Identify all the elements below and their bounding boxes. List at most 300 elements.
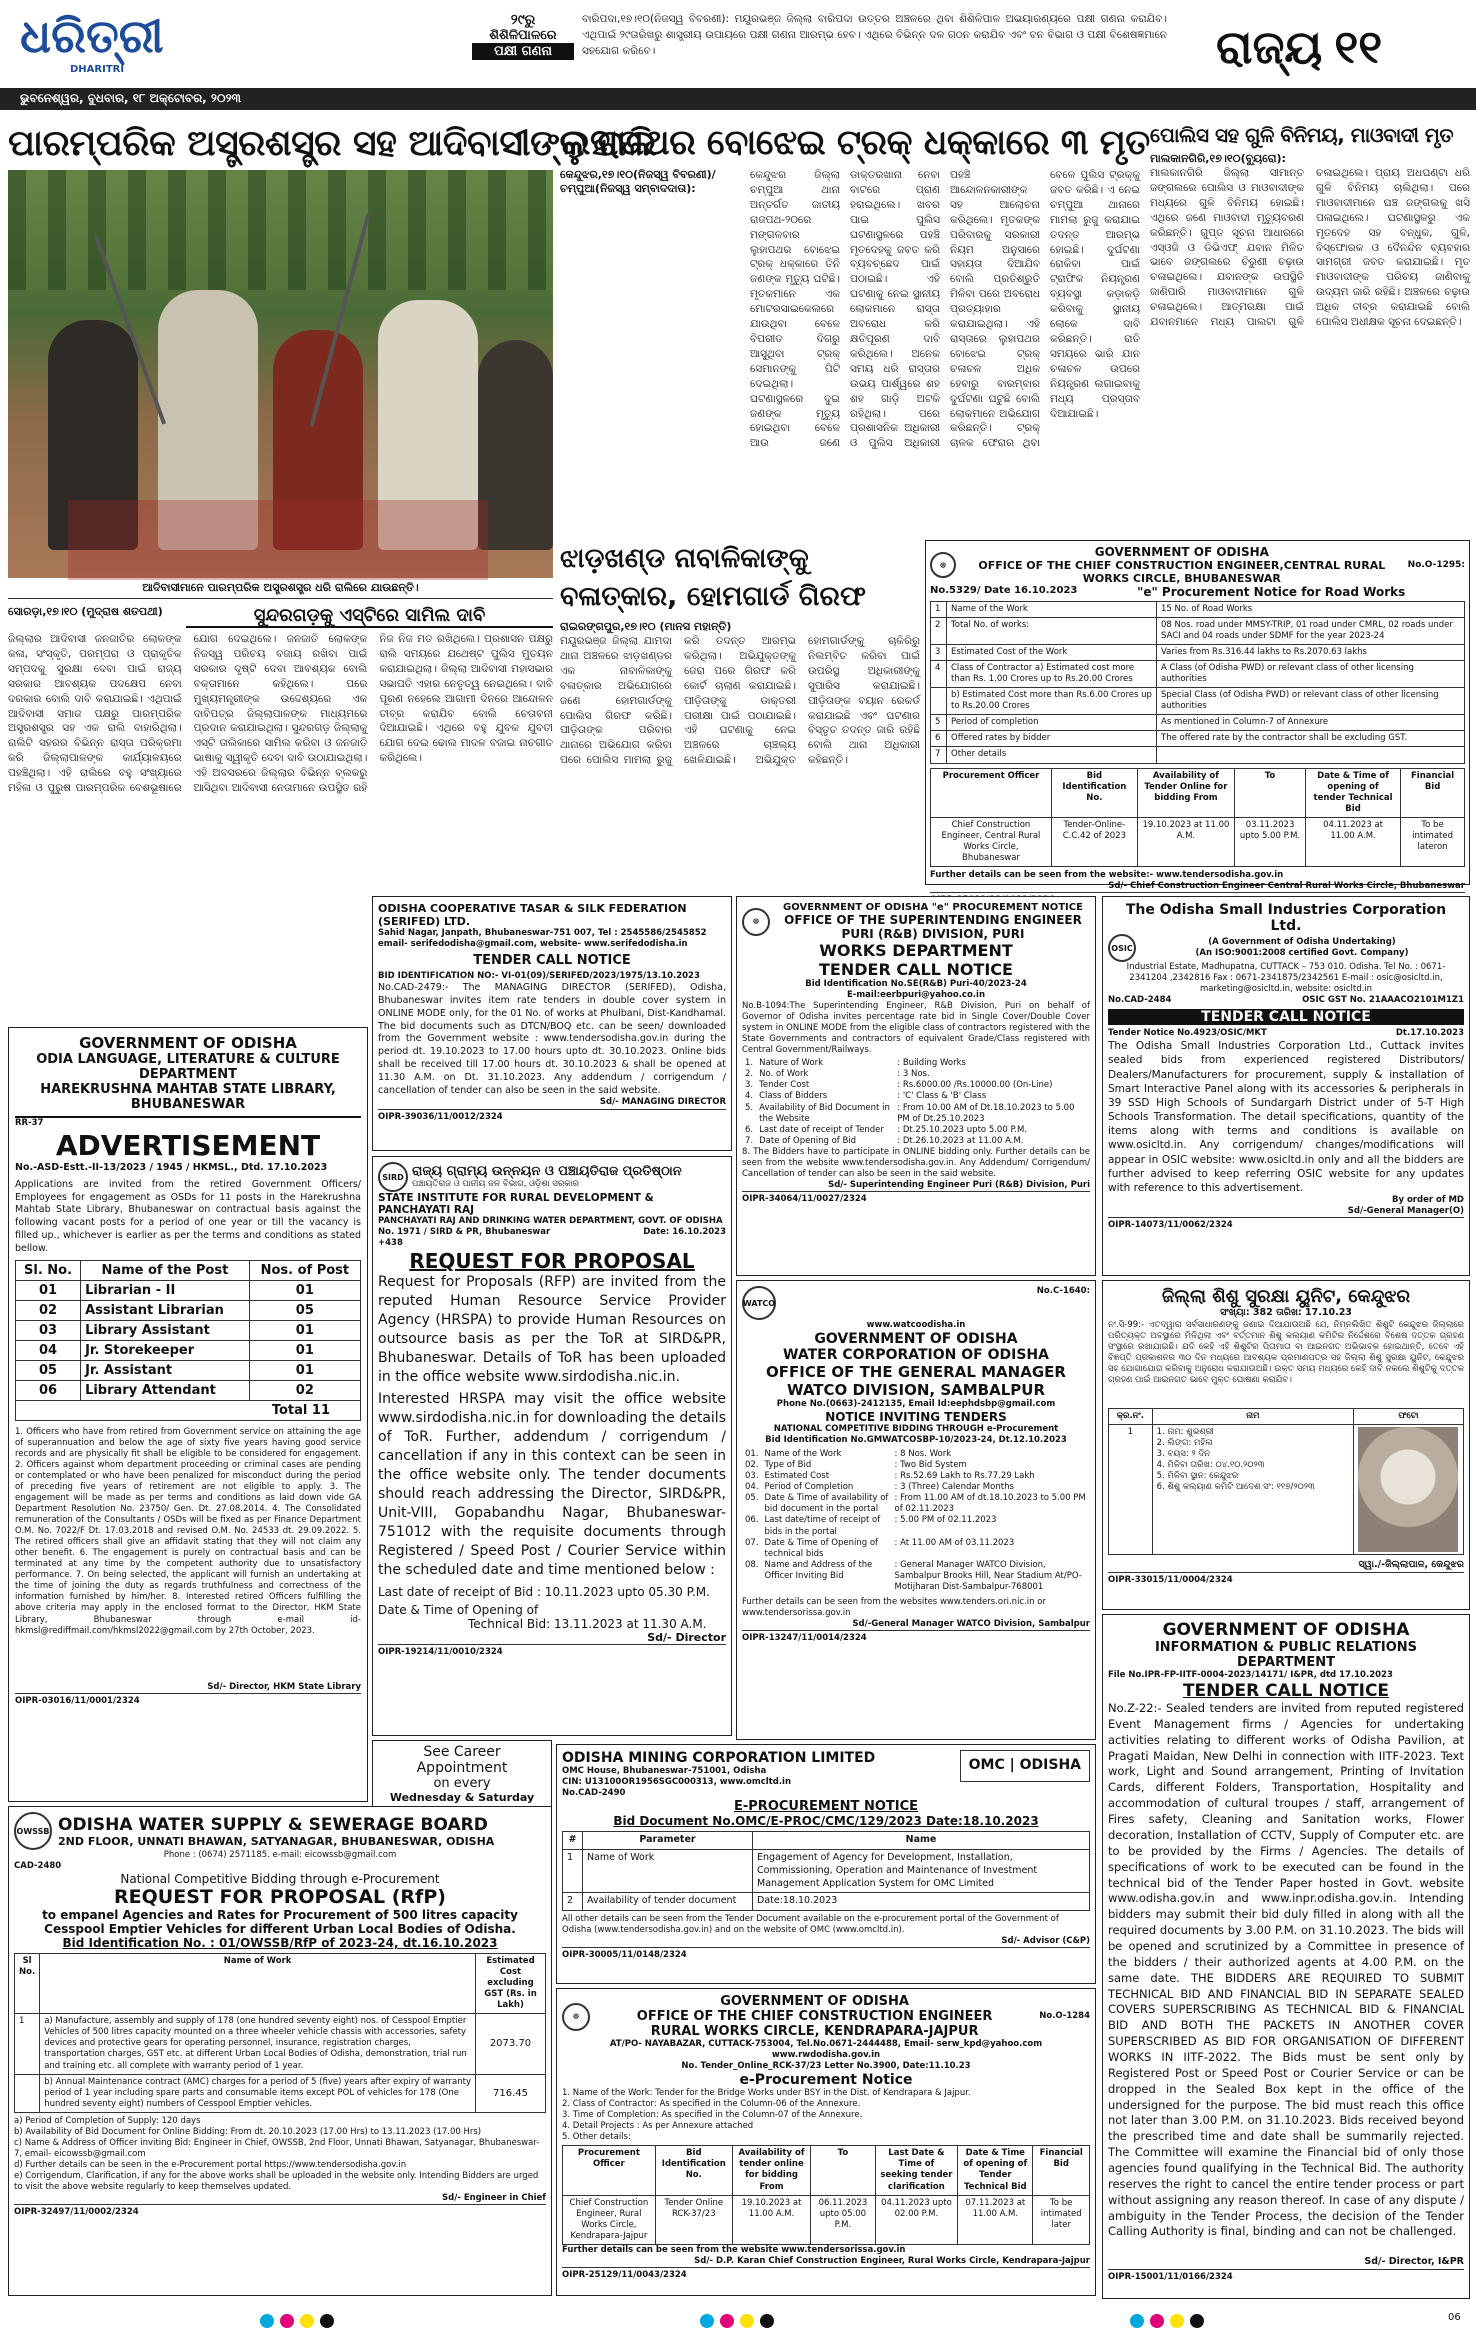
reg-dot-black xyxy=(1190,2314,1204,2328)
sird-last: Last date of receipt of Bid : 10.11.2023 upto 05.30 P.M. xyxy=(378,1585,710,1600)
puri-table xyxy=(742,1058,1090,1146)
owssb-cell: 2073.70 xyxy=(476,2014,546,2074)
schedule-cell: To be intimated later xyxy=(1033,2195,1090,2244)
schedule-cell: Availability of tender online for bidding From xyxy=(732,2146,810,2195)
table-cell: Special Class (of Odisha PWD) or relevant class of other licensing authorities xyxy=(1157,688,1465,715)
crw-header1: GOVERNMENT OF ODISHA xyxy=(1094,545,1269,559)
watco-sub: NATIONAL COMPETITIVE BIDDING THROUGH e-Procurement xyxy=(773,1424,1059,1435)
omc-th-1: Parameter xyxy=(583,1832,753,1850)
sird-body1: Request for Proposals (RFP) are invited from the reputed Human Resource Service Provider Agency (HRSPA) to provide Human Resources on outsource basis as per the ToR at SIRD&PR, Bhubaneswar. Details of ToR has been uploaded in the office website www.sirdodisha.nic.in. xyxy=(378,1274,726,1385)
owssb-cell: 716.45 xyxy=(476,2074,546,2112)
omc-th-0: # xyxy=(563,1832,583,1850)
table-cell: 4 xyxy=(931,661,947,688)
table-cell: As mentioned in Column-7 of Annexure xyxy=(1157,715,1465,731)
watco-cell: 06. xyxy=(745,1515,759,1526)
table-row xyxy=(742,1449,1090,1460)
library-cell: 01 xyxy=(249,1280,360,1300)
library-oipr: OIPR-03016/11/0001/2324 xyxy=(15,1695,140,1706)
ipr-body: No.Z-22:- Sealed tenders are invited from reputed registered Event Management firms / Agencies for undertaking activities relating to different works of Odisha Pavilion, at Pragati Maidan, New Delhi in connection with IITF-2023. Text work, Light and Sound arrangement, Printing of Invitation Cards, different Folders, Transportation, Hospitality and accommodation of cultural troupes / staff, arrangement of Fires safety, Cleaning and Sanitation works, Flower decoration, Installation of CCTV, Supply of Computer etc. are to be provided by the Firms / Agencies. The details of specifications of work to be executed can be found in the technical bid of the Tender Paper hosted in Govt. website www.odisha.gov.in and www.inpr.odisha.gov.in. Intending bidders may submit their bid duly filled in along with all the required documents by 3.00 P.M. on 31.10.2023. The bids will be opened and scrutinized by a Committee in presence of the bidders / their authorized agents at 4.00 P.M. on the same date. THE BIDDERS ARE REQUIRED TO SUBMIT TECHNICAL BID AND FINANCIAL BID IN SEPARATE SEALED COVERS SUPERSCRIBING AS TECHNICAL BID & FINANCIAL BID AND BOTH THE PACKETS IN ANOTHER COVER SUPERSCRIBED AS BID FOR ORGANISATION OF DIFFERENT WORKS IN IITF-2022. The Bids must be sent only by Registered Post or Speed Post or Courier Service or can be dropped in the Sealed Box kept in the office of the undersigned for the purpose. The bid must reach this office not later than 3.00 P.M. on 31.10.2023. Bids received beyond the prescribed time and date shall be summarily rejected. The Committee will examine the Financial bid of only those agencies found qualifying in the Technical Bid. The authority reserves the right to cancel the entire tender process or part without assigning any reason thereof. In case of any dispute / ambiguity in the Tender Process, the decision of the Tender Calling Authority is final, binding and can not be challenged. xyxy=(1108,1701,1464,2239)
table-row xyxy=(742,1560,1090,1593)
puri-cell: Date of Opening of Bid xyxy=(759,1135,857,1146)
owssb-table xyxy=(14,1953,546,2113)
table-row xyxy=(16,1340,361,1360)
child-table: କ୍ର.ନଂ. ନାମ ଫଟୋ 1 1. ନାମ: ଶୁଭଶ୍ରୀ 2. ଲିଙ୍ଗ: ମହିଳା 3. ବୟସ: ୨ ଦିନ 4. ମିଳିବା ତାରିଖ: ୦୪.୧୦.୨୦୨୩ 5. ମିଳିବା ସ୍ଥାନ: କେନ୍ଦୁଝର 6. ଶିଶୁ କଲ୍ୟାଣ କମିଟି ଆଦେଶ ସଂ: ୧୧୭/୨୦୨୩ xyxy=(1108,1408,1464,1555)
omc-cell: 1 xyxy=(563,1849,583,1892)
schedule-cell: 06.11.2023 upto 05.00 P.M. xyxy=(811,2195,875,2244)
sird-header-odia2: ପଞ୍ଚାୟତିରାଜ ଓ ପାନୀୟ ଜଳ ବିଭାଗ, ଓଡ଼ିଶା ସରକାର xyxy=(412,1178,579,1189)
puri-body: No.B-1094:The Superintending Engineer, R&B Division, Puri on behalf of Governor of Odisha invites percentage rate bid in Single Cover/Double Cover system in ONLINE MODE from the eligible class of contractors registered with the State Governments and contractors of equivalent Grade/Class registered with Central Government/Railways. xyxy=(742,1001,1090,1056)
library-cell: Jr. Storekeeper xyxy=(81,1340,250,1360)
ticker-text: ବାରିପଦା,୧୭।୧୦(ନିଜସ୍ୱ ବିବରଣୀ): ମୟୂରଭଞ୍ଜ ଜିଲ୍ଲା ବାରିପଦା ଉତ୍ତର ଅଞ୍ଚଳରେ ଥିବା ଶିଶିଳିପାଳ ଅଭୟାରଣ୍ୟରେ ପକ୍ଷୀ ଗଣନା କରାଯିବ। ଏଥିପାଇଁ ୨୯ତାରିଖରୁ ଶାସ୍ତ୍ରୀୟ ଉପାୟରେ ପକ୍ଷୀ ଗଣନା ଆରମ୍ଭ ହେବ। ଏଥିରେ ବିଭିନ୍ନ ଦଳ ଗଠନ କରାଯିବ ଏବଂ ବନ ବିଭାଗ ଓ ପକ୍ଷୀ ବିଶେଷଜ୍ଞମାନେ ସହଯୋଗ କରିବେ। xyxy=(582,13,1167,57)
omc-addr1: OMC House, Bhubaneswar-751001, Odisha xyxy=(562,1766,767,1776)
puri-title1: WORKS DEPARTMENT xyxy=(819,941,1013,960)
sird-open1: Date & Time of Opening of xyxy=(378,1603,539,1618)
section-name: ରାଜ୍ୟ xyxy=(1216,20,1323,74)
schedule-cell: Tender Online RCK-37/23 xyxy=(655,2195,732,2244)
library-intro: Applications are invited from the retired Government Officers/ Employees for engagement as OSDs for 11 posts in the Harekrushna Mahtab State Library, Bhubaneswar on contractual basis against the following vacant posts for a period of one year or till the vacancy is filled up., whichever is earlier as per the terms and conditions as stated bellow. xyxy=(15,1178,361,1254)
omc-logo: OMC | ODISHA xyxy=(960,1750,1090,1782)
ad-osic xyxy=(1102,896,1470,1276)
table-row xyxy=(931,688,1465,715)
library-cell: Librarian - II xyxy=(81,1280,250,1300)
ad-career xyxy=(372,1740,552,1812)
ad-watco xyxy=(736,1280,1096,1740)
sird-logo-icon: SIRD xyxy=(378,1162,408,1192)
omc-title: E-PROCUREMENT NOTICE xyxy=(734,1799,918,1815)
library-th: Name of the Post xyxy=(81,1260,250,1280)
reg-dot-magenta xyxy=(280,2314,294,2328)
puri-cell: 3. xyxy=(745,1080,754,1091)
omc-th-2: Name xyxy=(753,1832,1090,1850)
story-assault xyxy=(560,540,920,890)
owssb-oipr: OIPR-32497/11/0002/2324 xyxy=(14,2207,139,2218)
child-photo xyxy=(1358,1427,1458,1552)
table-row xyxy=(742,1103,1090,1125)
osic-header: The Odisha Small Industries Corporation Ltd. xyxy=(1125,902,1447,934)
logo-text: ଧରିତ୍ରୀ xyxy=(20,9,164,63)
owssb-bid: Bid Identification No. : 01/OWSSB/RfP of 2023-24, dt.16.10.2023 xyxy=(62,1936,498,1951)
puri-cell: 6. xyxy=(745,1124,754,1135)
owssb-phone: Phone : (0674) 2571185. e-mail: eicowssb@gmail.com xyxy=(163,1850,397,1860)
library-cell: 06 xyxy=(16,1380,81,1400)
owssb-title: REQUEST FOR PROPOSAL (RfP) xyxy=(114,1886,446,1909)
puri-note: 8. The Bidders have to participate in ONLINE bidding only. Further details can be seen from the website www.tendersodisha.gov.in. Any Addendum/ Corrigendum/ Cancellation of tender can also be seen in the said website. xyxy=(742,1146,1090,1179)
watco-web: www.watcoodisha.in xyxy=(866,1320,966,1330)
registration-marks xyxy=(0,2304,1476,2339)
schedule-cell: Bid Identification No. xyxy=(655,2146,732,2195)
table-row xyxy=(931,715,1465,731)
schedule-cell: Financial Bid xyxy=(1401,768,1465,817)
watco-cell: Estimated Cost xyxy=(764,1471,830,1482)
watco-cell: 01. xyxy=(745,1449,759,1460)
reg-dot-yellow xyxy=(300,2314,314,2328)
schedule-cell: 19.10.2023 at 11.00 A.M. xyxy=(1137,817,1234,866)
sird-header-odia: ରାଜ୍ୟ ଗ୍ରାମ୍ୟ ଉନ୍ନୟନ ଓ ପଞ୍ଚାୟତିରାଜ ପ୍ରତିଷ୍ଠାନ xyxy=(412,1163,682,1179)
career-line2: Appointment xyxy=(416,1760,508,1776)
omc-header: ODISHA MINING CORPORATION LIMITED xyxy=(562,1750,876,1766)
table-cell: Other details xyxy=(947,747,1157,763)
table-cell: 08 Nos. road under MMSY-TRIP, 01 road under CMRL, 02 roads under SACI and 04 roads under SDMF for the year 2023-24 xyxy=(1157,618,1465,645)
owssb-notes: a) Period of Completion of Supply: 120 days b) Availability of Bid Document for Online Bidding: From dt. 20.10.2023 (17.00 Hrs) to 13.11.2023 (17.00 Hrs) c) Name & Address of Officer inviting Bid: Engineer in Chief, OWSSB, 2nd Floor, Unnati Bhawan, Satyanagar, Bhubaneswar-7, email- eicowssb@gmail.com d) Further details can be seen in the e-Procurement portal https://www.tendersodisha.gov.in e) Corrigendum, Clarification, if any for the above works shall be uploaded in the website only. Intending Bidders are urged to visit the above website regularly to keep themselves updated. xyxy=(14,2115,540,2192)
table-row xyxy=(16,1320,361,1340)
ticker-tag-line2: ପକ୍ଷୀ ଗଣନା xyxy=(472,43,574,60)
watco-cell: : 8 Nos. Work xyxy=(894,1449,952,1460)
table-cell: Varies from Rs.316.44 lakhs to Rs.2070.63 lakhs xyxy=(1157,645,1465,661)
watco-logo-icon: WATCO xyxy=(742,1286,776,1320)
library-title: ADVERTISEMENT xyxy=(55,1129,321,1163)
owssb-ncb: National Competitive Bidding through e-Procurement xyxy=(120,1872,440,1887)
table-cell: Class of Contractor a) Estimated cost more than Rs. 1.00 Crores up to Rs.20.00 Crores xyxy=(947,661,1157,688)
table-row xyxy=(742,1538,1090,1560)
table-row xyxy=(16,1280,361,1300)
watco-header2: WATER CORPORATION OF ODISHA xyxy=(783,1347,1049,1364)
puri-cell: 2. xyxy=(745,1069,754,1080)
schedule-cell: Date & Time of opening of Tender Technical Bid xyxy=(958,2146,1033,2195)
crw-sign: Sd/- Chief Construction Engineer Central Rural Works Circle, Bhubaneswar xyxy=(1108,880,1465,891)
watco-cell: : 3 (Three) Calendar Months xyxy=(894,1482,1014,1493)
library-cell: 02 xyxy=(16,1300,81,1320)
osic-by: By order of MD xyxy=(1391,1195,1464,1206)
omc-cell: 2 xyxy=(563,1893,583,1911)
puri-cell: : Dt.26.10.2023 at 11.00 A.M. xyxy=(897,1135,1024,1146)
library-cell: Jr. Assistant xyxy=(81,1360,250,1380)
crw-letter: No.5329/ Date 16.10.2023 xyxy=(930,585,1078,596)
watco-cell: : General Manager WATCO Division, Sambalpur Brooks Hill, Near Stadium At/PO- Motijharan Dist-Sambalpur-768001 xyxy=(894,1559,1082,1592)
logo-sub: DHARITRI xyxy=(70,64,125,75)
table-cell: Estimated Cost of the Work xyxy=(947,645,1157,661)
crw-schedule-table xyxy=(930,768,1465,867)
watco-cell: : 5.00 PM of 02.11.2023 xyxy=(894,1515,997,1526)
owssb-logo-icon: OWSSB xyxy=(14,1812,52,1850)
schedule-cell: Chief Construction Engineer, Rural Works Circle, Kendrapara-Jajpur xyxy=(563,2195,656,2244)
library-total: Total 11 xyxy=(15,1401,361,1421)
table-cell: 2 xyxy=(931,618,947,645)
table-row xyxy=(931,645,1465,661)
ad-sird xyxy=(372,1156,732,1736)
omc-footer: All other details can be seen from the Tender Document available on the e-procurement portal of the Government of Odisha (www.tendersodisha.gov.in) and on the website of OMC (www.omcltd.in). xyxy=(562,1914,1059,1936)
child-oipr: OIPR-33015/11/0004/2324 xyxy=(1108,1574,1233,1585)
watco-cell: 02. xyxy=(745,1460,759,1471)
owssb-cell: b) Annual Maintenance contract (AMC) charges for a period of 5 (five) years after expiry of warranty period of 1 year including spare parts and consumable items except POL of vehicles for 178 (One hundred seventy eight) numbers of Cesspool Emptier vehicles. xyxy=(40,2074,476,2112)
owssb-th-0: Sl No. xyxy=(15,1954,40,2014)
serifed-body: No.CAD-2479:- The MANAGING DIRECTOR (SERIFED), Odisha, Bhubaneswar invites item rate tenders in double cover system in ONLINE MODE only, for the 01 No. of works at Phulbani, Dist-Kandhamal. The bid documents such as DTCN/BOQ etc. can be seen/ downloaded from the Government website : www.tendersodisha.gov.in during the period dt. 19.10.2023 to 17.00 hours upto dt. 30.10.2023. Online bids shall be received till 17.00 hours dt. 30.10.2023 & shall be opened at 11.30 A.M. on Dt. 31.10.2023. Any addendum / corrigendum / cancellation of tender can also be seen in the said website. xyxy=(378,982,726,1096)
kpd-header3: RURAL WORKS CIRCLE, KENDRAPARA-JAJPUR xyxy=(650,2024,979,2039)
puri-cell: : Rs.6000.00 /Rs.10000.00 (On-Line) xyxy=(897,1080,1053,1091)
sird-header2: PANCHAYATI RAJ AND DRINKING WATER DEPARTMENT, GOVT. OF ODISHA xyxy=(378,1216,723,1226)
puri-header1: GOVERNMENT OF ODISHA "e" PROCUREMENT NOTICE xyxy=(783,902,1083,913)
watco-cell: Last date/time of receipt of bids in the portal xyxy=(764,1515,881,1537)
omc-oipr: OIPR-30005/11/0148/2324 xyxy=(562,1950,687,1961)
schedule-cell: Bid Identification No. xyxy=(1051,768,1137,817)
table-cell: The offered rate by the contractor shall be excluding GST. xyxy=(1157,731,1465,747)
table-row xyxy=(742,1069,1090,1080)
library-terms: 1. Officers who have from retired from Government service on attaining the age of superannuation and below the age of sixty five years having good service records and are physically fit shall be eligible to be considered for engagement. 2. Officers against whom department proceeding or criminal cases are pending or contemplated or who have been penalized for misconduct during the period of preceding five years of retirement are not eligible to apply. 3. The engagement will be made as per terms and conditions as laid down vide GA Department Resolution No. 23750/ Gen. Dt. 27.08.2014. 4. The Consolidated remuneration of the Consultants / OSDs will be fixed as per Finance Department O.M. No. 7022/F Dt. 17.03.2018 and revised O.M. No. 24533 dt. 29.09.2022. 5. The retired officers shall give an affidavit stating that they will not claim any other benefit. 6. The engagement is purely on contractual basis and can be terminated at any time by the competent authority due to unsatisfactory performance. 7. On being selected, the applicant will furnish an undertaking at the time of joining the duty as regards truthfulness and correctness of the information furnished by him/her. 8. Interested retired Officers fulfilling the above criteria may apply in the enclosed format to the Director, HKM State Library, Bhubaneswar through e-mail id- hkmsl@rediffmail.com/hkmsl2022@gmail.com by 27th October, 2023. xyxy=(15,1426,361,1636)
career-line3: on every xyxy=(433,1776,491,1791)
table-row xyxy=(742,1460,1090,1471)
watco-cell: 04. xyxy=(745,1482,759,1493)
watco-title: NOTICE INVITING TENDERS xyxy=(825,1410,1007,1425)
table-cell: 5 xyxy=(931,715,947,731)
table-row xyxy=(742,1125,1090,1136)
puri-cell: : 'C' Class & 'B' Class xyxy=(897,1091,987,1102)
ticker-tag-num: ୨୯ରୁ xyxy=(510,12,536,28)
table-row xyxy=(931,602,1465,618)
watco-cell: 08. xyxy=(745,1559,759,1570)
dateline: ଭୁବନେଶ୍ୱର, ବୁଧବାର, ୧୮ ଅକ୍ଟୋବର, ୨୦୨୩ xyxy=(20,91,241,105)
osic-tdate: Dt.17.10.2023 xyxy=(1395,1028,1464,1039)
omc-table xyxy=(562,1831,1090,1911)
watco-oipr: OIPR-13247/11/0014/2324 xyxy=(742,1632,867,1643)
library-cell: Library Assistant xyxy=(81,1320,250,1340)
watco-phone: Phone No.(0663)-2412135, Email Id:eephdsbp@gmail.com xyxy=(776,1399,1056,1410)
puri-cell: 4. xyxy=(745,1091,754,1102)
crw-header2: OFFICE OF THE CHIEF CONSTRUCTION ENGINEER,CENTRAL RURAL WORKS CIRCLE, BHUBANESWAR xyxy=(978,559,1386,585)
table-row xyxy=(742,1058,1090,1069)
ad-omc xyxy=(556,1744,1096,1984)
puri-cell: Last date of receipt of Tender xyxy=(759,1124,884,1135)
watco-cell: : Rs.52.69 Lakh to Rs.77.29 Lakh xyxy=(894,1471,1035,1482)
sird-oipr: OIPR-19214/11/0010/2324 xyxy=(378,1647,503,1658)
puri-cell: 5. xyxy=(745,1102,754,1113)
kpd-schedule-table xyxy=(562,2145,1090,2244)
sird-body2: Interested HRSPA may visit the office website www.sirdodisha.nic.in for downloading the details of ToR. Further, addendum / corrigendum / cancellation if any in this context can be seen in the office website only. The tender documents should reach addressing the Director, SIRD&PR, Unit-VIII, Gopabandhu Nagar, Bhubaneswar-751012 with the requisite documents through Registered / Speed Post / Courier Service within the scheduled date and time mentioned below : xyxy=(378,1391,726,1578)
ad-kendrapara xyxy=(556,1988,1096,2296)
table-row xyxy=(931,747,1465,763)
sird-title: REQUEST FOR PROPOSAL xyxy=(409,1249,695,1274)
schedule-cell: Procurement Officer xyxy=(563,2146,656,2195)
puri-cell: Tender Cost xyxy=(759,1080,810,1091)
watco-sign: Sd/-General Manager WATCO Division, Sambalpur xyxy=(852,1618,1090,1629)
schedule-cell: 04.11.2023 upto 02.00 P.M. xyxy=(875,2195,958,2244)
story-rally-body: ଜିଲ୍ଲାର ଆଦିବାସୀ ଜନଜାତିର ଲୋକଙ୍କ କଳା, ସଂସ୍କୃତି, ପରମ୍ପରା ଓ ପ୍ରାକୃତିକ ସମ୍ପଦକୁ ସୁରକ୍ଷା ଦେବା ପାଇଁ ରାଜ୍ୟ ସରକାର ଆବଶ୍ୟକ ପଦକ୍ଷେପ ନେବା ଦରକାର ବୋଲି ଦାବି କରାଯାଇଛି। ଏଥିପାଇଁ ଆଦିବାସୀ ସମାଜ ପକ୍ଷରୁ ପାରମ୍ପରିକ ଅସ୍ତ୍ରଶସ୍ତ୍ର ସହ ଏକ ରାଲି ବାହାରିଥିଲା। ରାଲିଟି ସହରର ବିଭିନ୍ନ ରାସ୍ତା ପରିକ୍ରମା କରି ଜିଲ୍ଲାପାଳଙ୍କ କାର୍ଯ୍ୟାଳୟରେ ପହଞ୍ଚିଥିଲା। ଏହି ରାଲିରେ ବହୁ ସଂଖ୍ୟାରେ ମହିଳା ଓ ପୁରୁଷ ପାରମ୍ପରିକ ବେଶଭୂଷାରେ ଯୋଗ ଦେଇଥିଲେ। ଜନଜାତି ଲୋକଙ୍କ ନିଜସ୍ୱ ପରିଚୟ ବଜାୟ ରଖିବା ପାଇଁ ସରକାର ଦୃଷ୍ଟି ଦେବା ଆବଶ୍ୟକ ବୋଲି ବକ୍ତାମାନେ କହିଥିଲେ। ପରେ ମୁଖ୍ୟମନ୍ତ୍ରୀଙ୍କ ଉଦ୍ଦେଶ୍ୟରେ ଏକ ଦାବିପତ୍ର ଜିଲ୍ଲାପାଳଙ୍କ ମାଧ୍ୟମରେ ପ୍ରଦାନ କରାଯାଇଥିଲା। ସୁନ୍ଦରଗଡ଼ ଜିଲ୍ଲାକୁ ଏସ୍‌ଟି ତାଲିକାରେ ସାମିଲ କରିବା ଓ ଜନଜାତି ଭାଷାକୁ ସ୍ୱୀକୃତି ଦେବା ଦାବି ଉଠାଯାଇଥିଲା। ଏହି ଅବସରରେ ଜିଲ୍ଲାର ବିଭିନ୍ନ ବ୍ଲକରୁ ଆସିଥିବା ଆଦିବାସୀ ନେତାମାନେ ଉପସ୍ଥିତ ରହି ନିଜ ନିଜ ମତ ରଖିଥିଲେ। ପ୍ରଶାସନ ପକ୍ଷରୁ ରାଲି ସମୟରେ ଯଥେଷ୍ଟ ପୁଲିସ ମୁତୟନ କରାଯାଇଥିଲା। ଜିଲ୍ଲା ଆଦିବାସୀ ମହାସଭାର ସଭାପତି ଏହାର ନେତୃତ୍ୱ ନେଇଥିଲେ। ଦାବି ପୂରଣ ନହେଲେ ଆଗାମୀ ଦିନରେ ଆନ୍ଦୋଳନ ତୀବ୍ର କରାଯିବ ବୋଲି ଚେତାବନୀ ଦିଆଯାଇଛି। ଏଥିରେ ବହୁ ଯୁବକ ଯୁବତୀ ଯୋଗ ଦେଇ ଢୋଲ ମାଦଳ ବଜାଇ ନାଚଗୀତ କରିଥିଲେ। xyxy=(8,633,553,795)
omc-cell: Name of Work xyxy=(583,1849,753,1892)
schedule-cell: Last Date & Time of seeking tender clarification xyxy=(875,2146,958,2195)
table-row xyxy=(931,731,1465,747)
watco-table xyxy=(742,1449,1090,1593)
table-cell: b) Estimated Cost more than Rs.6.00 Crores up to Rs.20.00 Crores xyxy=(947,688,1157,715)
table-cell: 7 xyxy=(931,747,947,763)
osic-gst: OSIC GST No. 21AAACO2101M1Z1 xyxy=(1302,995,1464,1006)
ipr-header2: INFORMATION & PUBLIC RELATIONS DEPARTMENT xyxy=(1154,1640,1418,1670)
schedule-cell: 03.11.2023 upto 5.00 P.M. xyxy=(1235,817,1306,866)
reg-dot-cyan xyxy=(260,2314,274,2328)
odisha-emblem-icon: ☸ xyxy=(562,2003,590,2031)
reg-dot-magenta xyxy=(720,2314,734,2328)
watco-cell: 07. xyxy=(745,1537,759,1548)
table-row xyxy=(742,1482,1090,1493)
story-rally-headline: ପାରମ୍ପରିକ ଅସ୍ତ୍ରଶସ୍ତ୍ର ସହ ଆଦିବାସୀଙ୍କ ରାଲି xyxy=(8,123,657,164)
table-row xyxy=(742,1091,1090,1102)
child-ref: ସଂଖ୍ୟା: 382 ତାରିଖ: 17.10.23 xyxy=(1220,1307,1352,1318)
schedule-cell: Procurement Officer xyxy=(931,768,1052,817)
omc-addr2: CIN: U13100OR1956SGC000313, www.omcltd.in xyxy=(562,1777,792,1788)
library-cell: 01 xyxy=(249,1340,360,1360)
table-row xyxy=(742,1515,1090,1537)
sird-open2: Technical Bid: 13.11.2023 at 11.30 A.M. xyxy=(468,1617,707,1632)
story-assault-headline: ଝାଡ଼ଖଣ୍ଡ ନାବାଳିକାଙ୍କୁ ବଳାତ୍କାର, ହୋମଗାର୍ଡ ଗିରଫ xyxy=(560,543,866,612)
table-cell: 6 xyxy=(931,731,947,747)
schedule-cell: To xyxy=(811,2146,875,2195)
osic-logo-icon: OSIC xyxy=(1108,934,1136,962)
ipr-file: File No.IPR-FP-IITF-0004-2023/14171/ I&PR, dtd 17.10.2023 xyxy=(1108,1670,1393,1680)
puri-cell: Availability of Bid Document in the Website xyxy=(759,1102,890,1124)
puri-cell: : Building Works xyxy=(897,1058,966,1069)
owssb-sub: to empanel Agencies and Rates for Procurement of 500 litres capacity Cesspool Emptier Vehicles for different Urban Local Bodies of Odisha. xyxy=(42,1908,518,1937)
table-cell: Period of completion xyxy=(947,715,1157,731)
library-cell: 01 xyxy=(16,1280,81,1300)
odisha-emblem-icon: ☸ xyxy=(742,908,770,936)
library-rr: RR-37 xyxy=(15,1118,44,1128)
ad-ipr xyxy=(1102,1614,1470,2299)
watco-cell: : From 11.00 AM of dt.18.10.2023 to 5.00 PM of 02.11.2023 xyxy=(894,1493,1086,1515)
ipr-header1: GOVERNMENT OF ODISHA xyxy=(1162,1620,1410,1640)
osic-tno: Tender Notice No.4923/OSIC/MKT xyxy=(1108,1028,1267,1039)
story-assault-dateline: ରାଇରଙ୍ଗପୁର,୧୭।୧୦ (ମାନସ ମହାନ୍ତି) xyxy=(560,620,732,633)
reg-dot-magenta xyxy=(1150,2314,1164,2328)
odisha-emblem-icon: ☸ xyxy=(930,552,956,578)
rally-photo-caption: ଆଦିବାସୀମାନେ ପାରମ୍ପରିକ ଅସ୍ତ୍ରଶସ୍ତ୍ର ଧରି ରାଲିରେ ଯାଉଛନ୍ତି। xyxy=(8,578,553,599)
story-truck-body: କେନ୍ଦୁଝର ଜିଲ୍ଲା ଚମ୍ପୁଆ ଥାନା ଅନ୍ତର୍ଗତ ଜାତୀୟ ରାଜପଥ-୨୦ରେ ମଙ୍ଗଳବାର ଲୁହାପଥର ବୋଝେଇ ଟ୍ରକ୍ ଧକ୍କାରେ ତିନି ଜଣଙ୍କ ମୃତ୍ୟୁ ଘଟିଛି। ମୃତକମାନେ ଏକ ମୋଟରସାଇକେଲରେ ଯାଉଥିବା ବେଳେ ବିପରୀତ ଦିଗରୁ ଆସୁଥିବା ଟ୍ରକ୍ ସେମାନଙ୍କୁ ପିଟି ଦେଇଥିଲା। ଘଟଣାସ୍ଥଳରେ ଦୁଇ ଜଣଙ୍କ ମୃତ୍ୟୁ ହୋଇଥିବା ବେଳେ ଆଉ ଜଣେ ଡାକ୍ତରଖାନା ନେବା ବାଟରେ ପ୍ରାଣ ହରାଇଥିଲେ। ଖବର ପାଇ ପୁଲିସ ଘଟଣାସ୍ଥଳରେ ପହଞ୍ଚି ମୃତଦେହକୁ ଜବତ କରି ବ୍ୟବଚ୍ଛେଦ ପାଇଁ ପଠାଇଛି। ଏହି ଘଟଣାକୁ ନେଇ ସ୍ଥାନୀୟ ଲୋକମାନେ ରାସ୍ତା ଅବରୋଧ କରି କ୍ଷତିପୂରଣ ଦାବି କରିଥିଲେ। ଅନେକ ସମୟ ଧରି ରାସ୍ତାର ଉଭୟ ପାର୍ଶ୍ୱରେ ଶହ ଶହ ଗାଡ଼ି ଅଟକି ରହିଥିଲା। ପରେ ପ୍ରଶାସନିକ ଅଧିକାରୀ ଓ ପୁଲିସ ଅଧିକାରୀ ପହଞ୍ଚି ଆନ୍ଦୋଳନକାରୀଙ୍କ ସହ ଆଲୋଚନା କରିଥିଲେ। ମୃତକଙ୍କ ପରିବାରକୁ ସରକାରୀ ନିୟମ ଅନୁସାରେ ସହାୟତା ଦିଆଯିବ ବୋଲି ପ୍ରତିଶ୍ରୁତି ମିଳିବା ପରେ ଅବରୋଧ ପ୍ରତ୍ୟାହାର କରାଯାଇଥିଲା। ଏହି ରାସ୍ତାରେ ଲୁହାପଥର ବୋଝେଇ ଟ୍ରକ୍ ଚଳାଚଳ ଅଧିକ ହେବାରୁ ବାରମ୍ବାର ଦୁର୍ଘଟଣା ଘଟୁଛି ବୋଲି ଲୋକମାନେ ଅଭିଯୋଗ କରିଛନ୍ତି। ଟ୍ରକ୍ ଚାଳକ ଫେରାର ଥିବା ବେଳେ ପୁଲିସ ଟ୍ରକ୍‌କୁ ଜବତ କରିଛି। ଏ ନେଇ ଚମ୍ପୁଆ ଥାନାରେ ମାମଲା ରୁଜୁ କରାଯାଇ ତଦନ୍ତ ଆରମ୍ଭ ହୋଇଛି। ଦୁର୍ଘଟଣା ରୋକିବା ପାଇଁ ଟ୍ରାଫିକ ନିୟନ୍ତ୍ରଣ ବ୍ୟବସ୍ଥା କଡ଼ାକଡ଼ି କରିବାକୁ ସ୍ଥାନୀୟ ଲୋକେ ଦାବି କରିଛନ୍ତି। ରାତି ସମୟରେ ଭାରି ଯାନ ଚଳାଚଳ ଉପରେ ନିୟନ୍ତ୍ରଣ ଲଗାଇବାକୁ ମଧ୍ୟ ପ୍ରସ୍ତାବ ଦିଆଯାଇଛି। xyxy=(750,169,1140,450)
table-row xyxy=(16,1360,361,1380)
table-row xyxy=(742,1136,1090,1147)
omc-sign: Sd/- Advisor (C&P) xyxy=(1001,1936,1090,1947)
crw-footer: Further details can be seen from the website:- www.tendersodisha.gov.in xyxy=(930,869,1284,880)
reg-dot-cyan xyxy=(700,2314,714,2328)
watco-cell: : At 11.00 AM of 03.11.2023 xyxy=(894,1537,1015,1548)
table-row xyxy=(742,1080,1090,1091)
story-truck-accident xyxy=(560,118,1150,536)
ad-hkm-library xyxy=(8,1027,368,1802)
serifed-bid: BID IDENTIFICATION NO:- VI-01(09)/SERIFED/2023/1975/13.10.2023 xyxy=(378,971,700,982)
schedule-cell: Availability of Tender Online for bidding From xyxy=(1137,768,1234,817)
career-line1: See Career xyxy=(423,1744,501,1760)
reg-dot-yellow xyxy=(1170,2314,1184,2328)
library-cell: 03 xyxy=(16,1320,81,1340)
owssb-addr: 2ND FLOOR, UNNATI BHAWAN, SATYANAGAR, BHUBANESWAR, ODISHA xyxy=(58,1834,495,1848)
schedule-cell: To be intimated lateron xyxy=(1401,817,1465,866)
owssb-header: ODISHA WATER SUPPLY & SEWERAGE BOARD xyxy=(58,1814,488,1835)
ad-owssb xyxy=(8,1806,552,2296)
serifed-oipr: OIPR-39036/11/0012/2324 xyxy=(378,1111,503,1122)
ad-serifed xyxy=(372,896,732,1151)
kpd-oipr: OIPR-25129/11/0043/2324 xyxy=(562,2269,687,2280)
serifed-sign: Sd/- MANAGING DIRECTOR xyxy=(599,1097,726,1108)
serifed-header: ODISHA COOPERATIVE TASAR & SILK FEDERATION (SERIFED) LTD. xyxy=(378,902,687,928)
kpd-no: No.O-1284 xyxy=(1039,2010,1090,2021)
watco-header1: GOVERNMENT OF ODISHA xyxy=(814,1331,1018,1348)
puri-sign: Sd/- Superintending Engineer Puri (R&B) Division, Puri xyxy=(828,1179,1090,1190)
story-maoist-dateline: ମାଲକାନଗିରି,୧୭।୧୦(ବ୍ୟୁରୋ): xyxy=(1150,152,1286,165)
story-maoist-headline: ପୋଲିସ ସହ ଗୁଳି ବିନିମୟ, ମାଓବାଦୀ ମୃତ xyxy=(1150,123,1454,147)
kpd-web: www.rwdodisha.gov.in xyxy=(771,2050,881,2061)
owssb-th-2: Estimated Cost excluding GST (Rs. in Lakh) xyxy=(476,1954,546,2014)
schedule-cell: 07.11.2023 at 11.00 A.M. xyxy=(958,2195,1033,2244)
omc-cell: Availability of tender document xyxy=(583,1893,753,1911)
reg-dot-black xyxy=(320,2314,334,2328)
serifed-title: TENDER CALL NOTICE xyxy=(473,953,631,969)
watco-footer: Further details can be seen from the websites www.tenders.ori.nic.in or www.tendersorissa.gov.in xyxy=(742,1596,1046,1618)
kpd-header2: OFFICE OF THE CHIEF CONSTRUCTION ENGINEER xyxy=(636,2009,993,2024)
library-header1: GOVERNMENT OF ODISHA xyxy=(79,1034,297,1052)
child-th-photo: ଫଟୋ xyxy=(1354,1408,1464,1424)
child-th-sl: କ୍ର.ନଂ. xyxy=(1109,1408,1153,1424)
library-th: Sl. No. xyxy=(16,1260,81,1280)
owssb-sign: Sd/- Engineer in Chief xyxy=(442,2193,546,2204)
owssb-cell xyxy=(15,2074,40,2112)
osic-sub1: (A Government of Odisha Undertaking) xyxy=(1208,936,1396,947)
kpd-footer: Further details can be seen from the website www.tendersorissa.gov.in xyxy=(562,2244,906,2255)
table-row xyxy=(931,618,1465,645)
watco-cell: Name of the Work xyxy=(764,1449,842,1460)
sird-date: Date: 16.10.2023 xyxy=(643,1227,726,1238)
puri-cell: Nature of Work xyxy=(759,1058,824,1069)
watco-cell: Date & Time of availability of bid document in the portal xyxy=(764,1493,889,1515)
puri-cell: No. of Work xyxy=(759,1069,809,1080)
osic-cad: No.CAD-2484 xyxy=(1108,995,1172,1006)
puri-oipr: OIPR-34064/11/0027/2324 xyxy=(742,1193,867,1204)
owssb-cell: 1 xyxy=(15,2014,40,2074)
table-row xyxy=(16,1300,361,1320)
dateline-bar xyxy=(0,88,1476,110)
kpd-header1: GOVERNMENT OF ODISHA xyxy=(720,1994,909,2009)
child-header: ଜିଲ୍ଲା ଶିଶୁ ସୁରକ୍ଷା ୟୁନିଟ, କେନ୍ଦୁଝର xyxy=(1161,1286,1411,1307)
table-row xyxy=(742,1471,1090,1482)
osic-sub2: (An ISO:9001:2008 certified Govt. Company) xyxy=(1195,948,1409,958)
library-ref: No.-ASD-Estt.-II-13/2023 / 1945 / HKMSL., Dtd. 17.10.2023 xyxy=(15,1162,328,1174)
masthead xyxy=(0,0,1476,118)
ticker-tag xyxy=(472,12,574,84)
watco-cell: Period of Completion xyxy=(764,1482,854,1493)
watco-header4: WATCO DIVISION, SAMBALPUR xyxy=(786,1381,1046,1400)
omc-cell: Date:18.10.2023 xyxy=(753,1893,1090,1911)
table-row xyxy=(931,661,1465,688)
story-rally-dateline: ସୋରଡ଼ା,୧୭।୧୦ (ମୁଦ୍ରାଷ ଶତପଥୀ) xyxy=(8,605,163,618)
ad-child-protection xyxy=(1102,1280,1470,1610)
child-sign: ସ୍ୱା./-ଜିଲ୍ଲାପାଳ, କେନ୍ଦୁଝର xyxy=(1358,1558,1464,1570)
schedule-cell: Chief Construction Engineer, Central Rural Works Circle, Bhubaneswar xyxy=(931,817,1052,866)
watco-cell: Name and Address of the Officer Inviting Bid xyxy=(764,1559,873,1581)
reg-dot-black xyxy=(760,2314,774,2328)
ad-crw-bhubaneswar xyxy=(925,540,1470,891)
table-cell: 15 No. of Road Works xyxy=(1157,602,1465,618)
osic-body: The Odisha Small Industries Corporation Ltd., Cuttack invites sealed bids from experienced registered Distributors/ Dealers/Manufacturers for procurement, supply & installation of Smart Interactive Panel along with its accessories & peripherals in 39 SSD High Schools of Sundargarh District under of 5-T High Schools Transformation. The detail specifications, quantity of the items along with terms and conditions is available on www.osicltd.in. Any corrigendum/ changes/modifications will appear in OSIC website: www.osicltd.in only and all the bidders are further advised to keep referring OSIC website for any updates with reference to this advertisement. xyxy=(1108,1040,1464,1194)
sird-header: STATE INSTITUTE FOR RURAL DEVELOPMENT & PANCHAYATI RAJ xyxy=(378,1192,654,1216)
child-details: 1. ନାମ: ଶୁଭଶ୍ରୀ 2. ଲିଙ୍ଗ: ମହିଳା 3. ବୟସ: ୨ ଦିନ 4. ମିଳିବା ତାରିଖ: ୦୪.୧୦.୨୦୨୩ 5. ମିଳିବା ସ୍ଥାନ: କେନ୍ଦୁଝର 6. ଶିଶୁ କଲ୍ୟାଣ କମିଟି ଆଦେଶ ସଂ: ୧୧୭/୨୦୨୩ xyxy=(1152,1424,1353,1554)
crw-details-table xyxy=(930,601,1465,764)
owssb-cad: CAD-2480 xyxy=(14,1861,62,1872)
rally-photo xyxy=(8,170,553,578)
story-maoist-body: ମାଲକାନଗିରି ଜିଲ୍ଲା ସୀମାନ୍ତ ଜଙ୍ଗଲରେ ପୋଲିସ ଓ ମାଓବାଦୀଙ୍କ ମଧ୍ୟରେ ଗୁଳି ବିନିମୟ ହୋଇଛି। ଏଥିରେ ଜଣେ ମାଓବାଦୀ ମୃତ୍ୟୁବରଣ କରିଛନ୍ତି। ଗୁପ୍ତ ସୂଚନା ଆଧାରରେ ଏସ୍‌ଓଜି ଓ ଡିଭିଏଫ୍ ଯବାନ ମିଳିତ ଭାବେ ଜଙ୍ଗଲରେ ଚିରୁଣୀ ଚଢ଼ାଉ ଚଳାଇଥିଲେ। ଯବାନଙ୍କ ଉପସ୍ଥିତି ଜାଣିପାରି ମାଓବାଦୀମାନେ ଗୁଳି ଚଳାଇଥିଲେ। ଆତ୍ମରକ୍ଷା ପାଇଁ ଯବାନମାନେ ମଧ୍ୟ ପାଲଟା ଗୁଳି ଚଳାଇଥିଲେ। ପ୍ରାୟ ଅଧଘଣ୍ଟା ଧରି ଗୁଳି ବିନିମୟ ଚାଲିଥିଲା। ପରେ ମାଓବାଦୀମାନେ ଘଞ୍ଚ ଜଙ୍ଗଲକୁ ଖସି ପଳାଇଥିଲେ। ଘଟଣାସ୍ଥଳରୁ ଏକ ମୃତଦେହ ସହ ବନ୍ଧୁକ, ଗୁଳି, ବିସ୍ଫୋରକ ଓ ଦୈନନ୍ଦିନ ବ୍ୟବହାର ସାମଗ୍ରୀ ଜବତ କରାଯାଇଛି। ମୃତ ମାଓବାଦୀଙ୍କ ପରିଚୟ ଜାଣିବାକୁ ଉଦ୍ୟମ ଜାରି ରହିଛି। ଅଞ୍ଚଳରେ ଚଢ଼ାଉ ଅଧିକ ତୀବ୍ର କରାଯାଇଛି ବୋଲି ପୋଲିସ ଅଧୀକ୍ଷକ ସୂଚନା ଦେଇଛନ୍ତି। xyxy=(1150,167,1470,329)
serifed-addr: Sahid Nagar, Janpath, Bhubaneswar-751 007, Tel : 2545586/2545852 email- serifedodisha@gmail.com, website- www.serifedodisha.in xyxy=(378,928,707,950)
library-cell: Assistant Librarian xyxy=(81,1300,250,1320)
puri-email: E-mail:eerbpuri@yahoo.co.in xyxy=(846,990,985,1001)
library-sign: Sd/- Director, HKM State Library xyxy=(207,1681,361,1692)
puri-cell: Class of Bidders xyxy=(759,1091,828,1102)
puri-header2: OFFICE OF THE SUPERINTENDING ENGINEER xyxy=(784,913,1082,927)
watco-cell: Type of Bid xyxy=(764,1460,812,1471)
table-cell xyxy=(1157,747,1465,763)
table-cell: Total No. of works: xyxy=(947,618,1157,645)
table-row xyxy=(742,1493,1090,1515)
watco-bid: Bid Identification No.GMWATCOSBP-10/2023-24, Dt.12.10.2023 xyxy=(765,1435,1067,1446)
watco-nc: No.C-1640: xyxy=(1036,1286,1090,1296)
schedule-cell: Date & Time of opening of tender Technical Bid xyxy=(1305,768,1400,817)
page-number: ୧୧ xyxy=(1334,20,1383,74)
osic-oipr: OIPR-14073/11/0062/2324 xyxy=(1108,1220,1233,1231)
sird-no: No. 1971 / SIRD & PR, Bhubaneswar xyxy=(378,1227,551,1238)
reg-dot-yellow xyxy=(740,2314,754,2328)
puri-header3: PURI (R&B) DIVISION, PURI xyxy=(841,927,1025,941)
